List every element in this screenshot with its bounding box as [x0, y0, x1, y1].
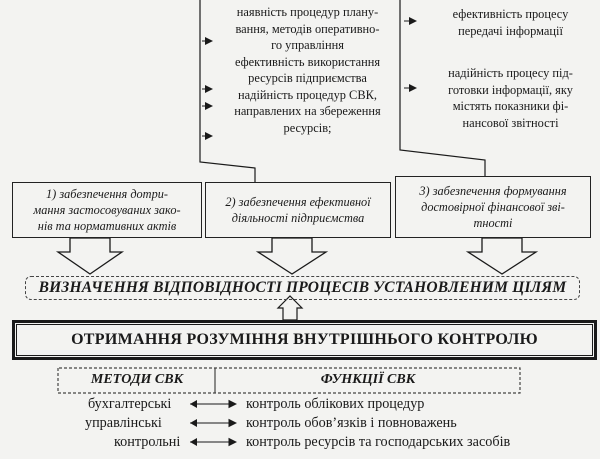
goal-2-line-1: 2) забезпечення ефективної: [225, 195, 371, 209]
goal-1-line-1: 1) забезпечення дотри-: [46, 187, 168, 201]
list-line: ресурсів;: [283, 120, 332, 135]
row-arrows: [190, 400, 236, 446]
function-row-3: контроль ресурсів та господарських засобів: [246, 434, 511, 450]
list-line: готовки інформації, яку: [448, 82, 573, 97]
list-line: ефективність процесу: [452, 7, 569, 21]
list-line: наявність процедур плану-: [236, 5, 379, 19]
goal-box-2: [205, 182, 391, 238]
list-line: направлених на збереження: [234, 104, 381, 118]
top-left-list: [215, 4, 400, 136]
method-row-1: бухгалтерські: [88, 396, 172, 412]
goal-1-line-3: нів та нормативних актів: [37, 219, 177, 233]
down-arrow-1: [58, 238, 122, 274]
goal-box-1: [12, 182, 202, 238]
goal-1-line-2: мання застосовуваних зако-: [33, 203, 181, 217]
list-line: нансової звітності: [462, 115, 559, 130]
main-control-title: ОТРИМАННЯ РОЗУМІННЯ ВНУТРІШНЬОГО КОНТРОЛЮ: [71, 331, 538, 348]
method-row-2: управлінські: [85, 415, 162, 431]
down-arrow-2: [258, 238, 326, 274]
correspondence-banner: ВИЗНАЧЕННЯ ВІДПОВІДНОСТІ ПРОЦЕСІВ УСТАНОВЛЕНИМ ЦІЛЯМ: [25, 276, 580, 300]
goal-2-line-2: діяльності підприємства: [231, 211, 365, 225]
methods-header: МЕТОДИ СВК: [90, 372, 184, 387]
list-line: ресурсів підприємства: [248, 71, 367, 85]
list-line: містять показники фі-: [452, 99, 569, 113]
down-arrow-3: [468, 238, 536, 274]
top-right-list: [428, 6, 593, 131]
list-line: передачі інформації: [458, 23, 563, 38]
function-row-1: контроль облікових процедур: [246, 396, 425, 412]
list-line: ефективність використання: [234, 54, 381, 69]
list-line: вання, методів оперативно-: [235, 21, 380, 36]
method-row-3: контрольні: [114, 434, 181, 450]
list-line: надійність процедур СВК,: [238, 87, 377, 102]
goal-box-3: [395, 176, 591, 238]
function-row-2: контроль обов’язків і повноважень: [246, 415, 457, 431]
functions-header: ФУНКЦІЇ СВК: [320, 372, 416, 387]
list-line: го управління: [271, 38, 344, 52]
list-line: надійність процесу під-: [448, 66, 573, 80]
goal-3-line-1: 3) забезпечення формування: [419, 184, 567, 198]
goal-3-line-3: тності: [473, 216, 513, 230]
main-box-inner-frame: [16, 324, 593, 356]
goal-3-line-2: достовірної фінансової зві-: [421, 200, 565, 214]
